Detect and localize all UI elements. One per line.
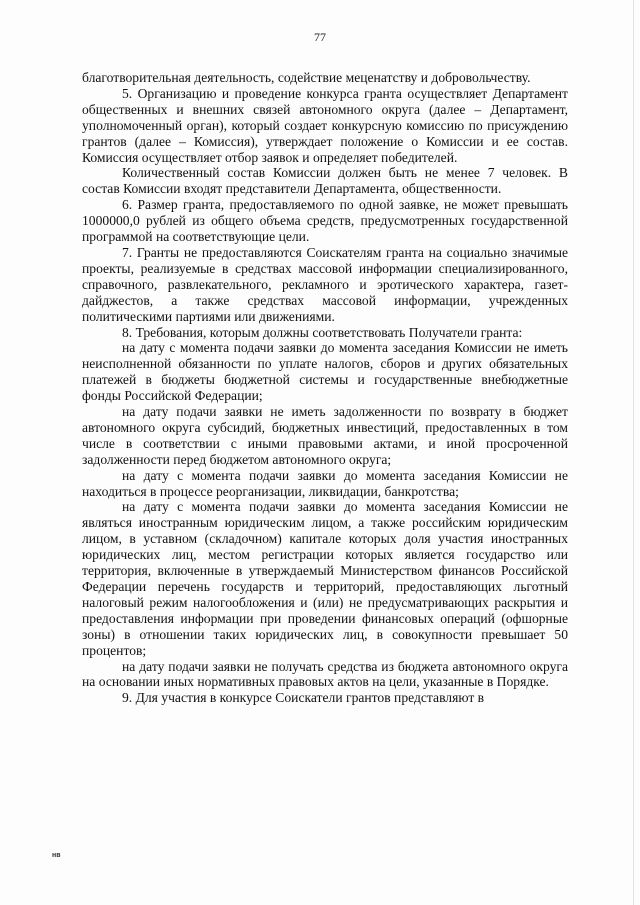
page-number: 77 [314, 30, 326, 44]
paragraph-item-5: 5. Организацию и проведение конкурса гранта осуществляет Департамент общественных и внешних связей автономного округа (далее – Департамент, уполномоченный орган), который создает конкурсную комиссию по присуждению грантов (далее – Комиссия), утверждает положение о Комиссии и ее состав. Комиссия осуществляет отбор заявок и определяет победителей. [82, 85, 568, 165]
paragraph-commission-composition: Количественный состав Комиссии должен быть не менее 7 человек. В состав Комиссии входят представители Департамента, общественности. [82, 165, 568, 197]
paragraph-item-7: 7. Гранты не предоставляются Соискателям гранта на социально значимые проекты, реализуемые в средствах массовой информации специализированного, справочного, развлекательного, рекламного и эротического характера, газет-дайджестов, а также средствах массовой информации, учрежденных политическими партиями или движениями. [82, 244, 568, 324]
footer-mark: нв [52, 852, 61, 859]
requirement-reorganization: на дату с момента подачи заявки до момента заседания Комиссии не находиться в процессе реорганизации, ликвидации, банкротства; [82, 467, 568, 499]
document-body [82, 70, 568, 706]
paragraph-item-8: 8. Требования, которым должны соответствовать Получатели гранта: [122, 324, 523, 340]
requirement-other-funds: на дату подачи заявки не получать средства из бюджета автономного округа на основании иных нормативных правовых актов на цели, указанные в Порядке. [82, 658, 568, 690]
requirement-foreign-entity: на дату с момента подачи заявки до момента заседания Комиссии не являться иностранным юридическим лицом, а также российским юридическим лицом, в уставном (складочном) капитале которых доля участия иностранных юридических лиц, местом регистрации которых является государство или территория, включенные в утверждаемый Министерством финансов Российской Федерации перечень государств и территорий, предоставляющих льготный налоговый режим налогообложения и (или) не предусматривающих раскрытия и предоставления информации при проведении финансовых операций (офшорные зоны) в отношении таких юридических лиц, в совокупности превышает 50 процентов; [82, 499, 568, 658]
paragraph-continuation: благотворительная деятельность, содействие меценатству и добровольчеству. [82, 70, 531, 85]
paragraph-item-9: 9. Для участия в конкурсе Соискатели грантов представляют в [122, 690, 485, 706]
requirement-taxes: на дату с момента подачи заявки до момента заседания Комиссии не иметь неисполненной обязанности по уплате налогов, сборов и других обязательных платежей в бюджеты бюджетной системы и государственные внебюджетные фонды Российской Федерации; [82, 340, 568, 404]
requirement-debt: на дату подачи заявки не иметь задолженности по возврату в бюджет автономного округа субсидий, бюджетных инвестиций, предоставленных в том числе в соответствии с иными правовыми актами, и иной просроченной задолженности перед бюджетом автономного округа; [82, 404, 568, 467]
scan-edge [633, 0, 634, 905]
paragraph-item-6: 6. Размер гранта, предоставляемого по одной заявке, не может превышать 1000000,0 рублей из общего объема средств, предусмотренных государственной программой на соответствующие цели. [82, 197, 568, 245]
